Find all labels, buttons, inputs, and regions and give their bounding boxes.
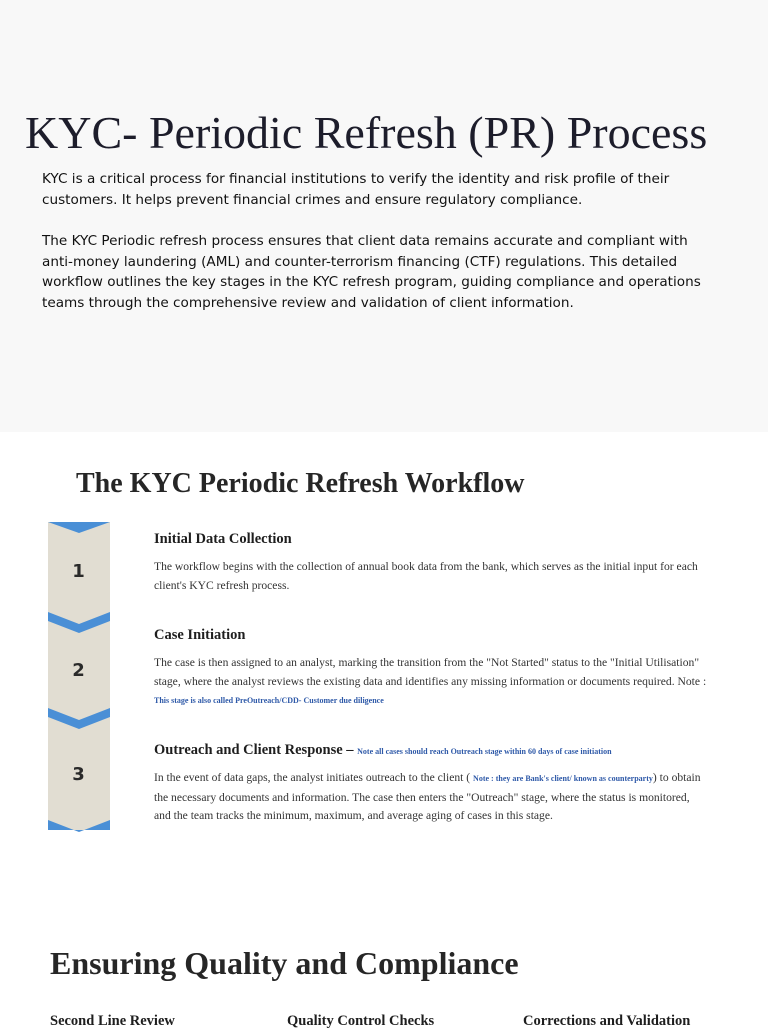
corrections-validation-heading: Corrections and Validation	[523, 1013, 691, 1029]
step-2-note: This stage is also called PreOutreach/CDD- Customer due diligence	[154, 696, 384, 706]
quality-heading: Ensuring Quality and Compliance	[50, 945, 519, 981]
step-3-title: Outreach and Client Response	[154, 742, 343, 758]
workflow-heading: The KYC Periodic Refresh Workflow	[76, 468, 525, 499]
step-3-number: 3	[72, 764, 85, 785]
quality-control-checks-heading: Quality Control Checks	[287, 1013, 435, 1029]
step-3-title-dash: –	[346, 742, 354, 758]
step-1-number: 1	[72, 561, 85, 582]
intro-paragraph: KYC is a critical process for financial institutions to verify the identity and risk profile of their customers. It helps prevent financial crimes and ensure regulatory compliance.	[42, 171, 670, 208]
second-line-review-heading: Second Line Review	[50, 1013, 175, 1029]
step-3-inline-note: Note : they are Bank's client/ known as counterparty	[473, 774, 653, 783]
step-2-title: Case Initiation	[154, 627, 246, 643]
workflow-intro-paragraph: The KYC Periodic refresh process ensures that client data remains accurate and compliant with anti-money laundering (AML) and counter-terrorism financing (CTF) regulations. This detailed workflow outlines the key stages in the KYC refresh program, guiding compliance and operations teams through the comprehensive review and validation of client information.	[42, 233, 701, 311]
step-2-description	[154, 654, 709, 711]
page-title: KYC- Periodic Refresh (PR) Process	[25, 107, 708, 158]
step-3-title-line	[154, 742, 612, 759]
step-3-description	[154, 769, 709, 826]
step-2-number: 2	[72, 660, 85, 681]
step-3-text-after: ) to obtain the necessary documents and information. The case then enters the "Outreach" stage, where the status is monitored, and the team tracks the minimum, maximum, and average aging of cases in this stage.	[154, 771, 701, 823]
step-3-title-note: Note all cases should reach Outreach stage within 60 days of case initiation	[357, 747, 612, 756]
step-1-description: The workflow begins with the collection of annual book data from the bank, which serves as the initial input for each client's KYC refresh process.	[154, 560, 698, 592]
hero-section	[0, 0, 768, 432]
step-1-title: Initial Data Collection	[154, 531, 292, 547]
step-3-text-before: In the event of data gaps, the analyst initiates outreach to the client (	[154, 771, 471, 784]
step-2-text: The case is then assigned to an analyst, marking the transition from the "Not Started" status to the "Initial Utilisation" stage, where the analyst reviews the existing data and identifies any missing information or documents required. Note :	[154, 656, 707, 688]
